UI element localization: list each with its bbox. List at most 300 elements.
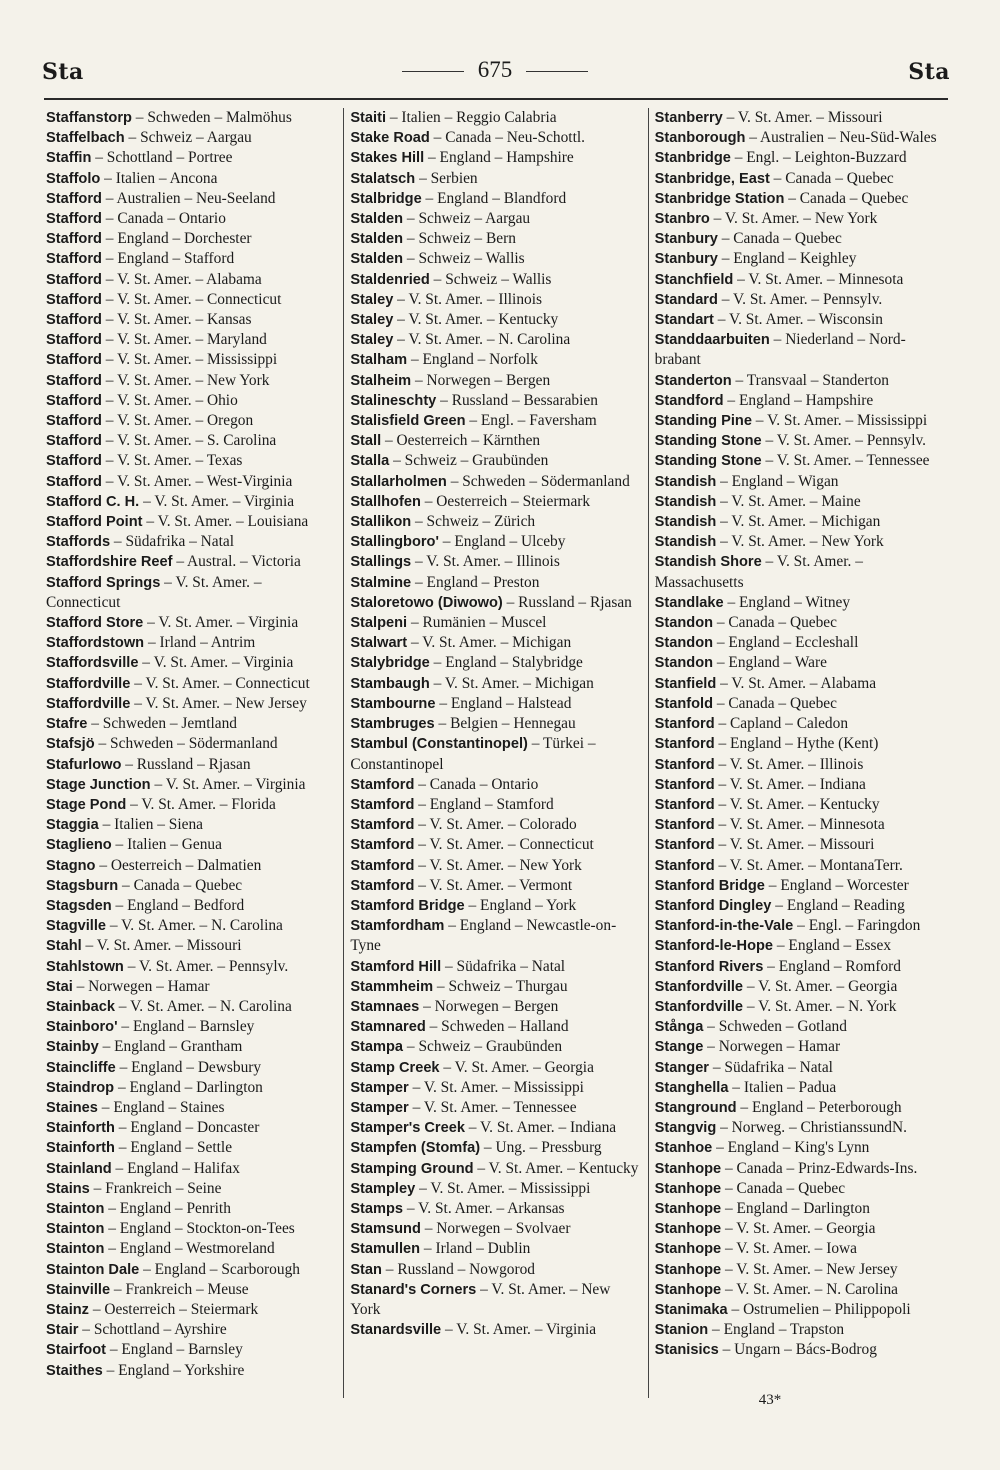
entry-location: – England – Norfolk	[407, 351, 538, 369]
entry-location: – England – Hampshire	[723, 391, 874, 409]
entry-location: – Schweden – Södermanland	[94, 735, 278, 753]
entry-headword: Staffordville	[46, 695, 131, 712]
entry-headword: Stanfordville	[654, 998, 744, 1015]
entry-headword: Stanimaka	[654, 1301, 728, 1318]
gazetteer-entry	[655, 411, 948, 431]
entry-location: – England – Halifax	[111, 1159, 240, 1177]
gazetteer-entry	[46, 290, 339, 310]
entry-location: – England – Trapston	[708, 1321, 845, 1339]
entry-headword: Stanfordville	[654, 978, 744, 995]
entry-location: – V. St. Amer. – Massachusetts	[654, 553, 863, 591]
gazetteer-entry	[46, 451, 339, 471]
gazetteer-entry	[350, 310, 643, 330]
gazetteer-entry	[350, 997, 643, 1017]
gazetteer-entry	[350, 593, 643, 613]
entry-location: – V. St. Amer. – New York	[709, 210, 878, 228]
entry-location: – Capland – Caledon	[714, 715, 849, 733]
entry-location: – V. St. Amer. – Colorado	[414, 816, 577, 834]
entry-location: – V. St. Amer. – Alabama	[716, 674, 877, 692]
gazetteer-columns	[44, 108, 952, 1398]
entry-headword: Standish	[654, 534, 717, 551]
entry-location: – V. St. Amer. – Missouri	[722, 109, 883, 126]
gazetteer-entry	[350, 896, 643, 916]
entry-location: – V. St. Amer. – New York	[350, 1280, 611, 1318]
entry-location: – V. St. Amer. – N. Carolina	[721, 1280, 898, 1298]
entry-location: – England – Essex	[773, 937, 892, 955]
entry-headword: Stanhope	[654, 1200, 722, 1217]
entry-location: – England – York	[464, 896, 577, 914]
entry-headword: Stanhope	[654, 1241, 722, 1258]
entry-location: – V. St. Amer. – Florida	[126, 795, 276, 813]
gazetteer-entry	[655, 451, 948, 471]
entry-location: – V. St. Amer. – MontanaTerr.	[714, 856, 903, 874]
entry-location: – Südafrika – Natal	[709, 1058, 833, 1076]
entry-location: – Engl. – Leighton-Buzzard	[730, 149, 907, 167]
entry-headword: Staffordstown	[46, 635, 145, 652]
gazetteer-entry	[46, 189, 339, 209]
gazetteer-entry	[46, 613, 339, 633]
entry-headword: Stampfen (Stomfa)	[350, 1140, 481, 1157]
gazetteer-entry	[46, 371, 339, 391]
entry-location: – V. St. Amer. – Connecticut	[414, 836, 594, 854]
gazetteer-entry	[350, 957, 643, 977]
entry-location: – Schweden – Jemtland	[87, 715, 237, 733]
entry-headword: Stanchfield	[654, 271, 734, 288]
entry-location: – England – Scarborough	[139, 1260, 300, 1278]
entry-headword: Stafford	[46, 332, 102, 349]
entry-location: – V. St. Amer. – Minnesota	[714, 816, 885, 834]
entry-location: – England – Settle	[114, 1139, 233, 1157]
gazetteer-entry	[46, 1280, 339, 1300]
gazetteer-entry	[655, 1280, 948, 1300]
entry-location: – V. St. Amer. – Alabama	[101, 270, 262, 288]
entry-headword: Stanhope	[654, 1261, 722, 1278]
entry-headword: Stalpeni	[350, 615, 408, 632]
entry-headword: Standon	[654, 655, 714, 672]
entry-location: – V. St. Amer. – N. York	[743, 997, 897, 1015]
gazetteer-entry	[350, 1320, 643, 1340]
gazetteer-entry	[350, 189, 643, 209]
gazetteer-entry	[655, 593, 948, 613]
gazetteer-entry	[655, 815, 948, 835]
gazetteer-entry	[46, 1239, 339, 1259]
gazetteer-entry	[350, 330, 643, 350]
entry-location: – V. St. Amer. – Mississippi	[751, 412, 928, 430]
entry-location: – Ung. – Pressburg	[480, 1139, 602, 1157]
gazetteer-entry	[655, 532, 948, 552]
gazetteer-entry	[46, 1159, 339, 1179]
entry-headword: Standon	[654, 615, 714, 632]
entry-location: – Oesterreich – Kärnthen	[381, 432, 541, 450]
entry-location: – Oesterreich – Steiermark	[88, 1300, 259, 1318]
entry-headword: Stalden	[350, 251, 404, 268]
gazetteer-entry	[46, 270, 339, 290]
entry-location: – England – Hythe (Kent)	[714, 735, 879, 753]
entry-location: – Australien – Neu-Süd-Wales	[745, 129, 937, 147]
entry-location: – V. St. Amer. – Georgia	[743, 977, 898, 995]
entry-headword: Stamford Hill	[350, 958, 442, 975]
entry-headword: Staley	[350, 312, 394, 329]
entry-headword: Staley	[350, 291, 394, 308]
gazetteer-entry	[350, 1098, 643, 1118]
gazetteer-entry	[46, 674, 339, 694]
entry-location: – Russland – Rjasan	[502, 593, 632, 611]
gazetteer-entry	[655, 1159, 948, 1179]
entry-headword: Stanford Rivers	[654, 958, 764, 975]
entry-headword: Stanbridge	[654, 150, 731, 167]
entry-location: – V. St. Amer. – Tennessee	[761, 452, 930, 470]
entry-headword: Stamford	[350, 877, 415, 894]
entry-location: – V. St. Amer. – Louisiana	[142, 513, 309, 531]
page-number: 675	[477, 57, 513, 82]
entry-location: – V. St. Amer. – New York	[716, 533, 884, 551]
gazetteer-entry	[46, 1098, 339, 1118]
entry-headword: Stafford	[46, 352, 102, 369]
gazetteer-entry	[46, 209, 339, 229]
entry-location: – V. St. Amer. – Indiana	[714, 775, 866, 793]
entry-location: – England – Dorchester	[101, 230, 252, 248]
gazetteer-entry	[655, 1340, 948, 1360]
gazetteer-entry	[46, 350, 339, 370]
entry-location: – England – Newcastle-on-Tyne	[350, 917, 617, 955]
entry-headword: Stalham	[350, 352, 408, 369]
entry-headword: Stambul (Constantinopel)	[350, 736, 528, 753]
gazetteer-entry	[46, 431, 339, 451]
gazetteer-entry	[350, 249, 643, 269]
entry-headword: Stafford	[46, 392, 102, 409]
gazetteer-entry	[655, 209, 948, 229]
entry-location: – England – Stamford	[414, 795, 554, 813]
gazetteer-entry	[350, 1239, 643, 1259]
entry-headword: Stalheim	[350, 372, 412, 389]
gazetteer-entry	[46, 1078, 339, 1098]
gazetteer-entry	[350, 169, 643, 189]
entry-location: – V. St. Amer. – Minnesota	[733, 270, 904, 288]
entry-headword: Stan	[350, 1261, 382, 1278]
entry-headword: Stalla	[350, 453, 390, 470]
entry-headword: Stamnaes	[350, 998, 420, 1015]
gazetteer-entry	[655, 1098, 948, 1118]
gazetteer-entry	[46, 835, 339, 855]
entry-headword: Stallikon	[350, 514, 412, 531]
gazetteer-entry	[350, 108, 643, 128]
entry-location: – Canada – Quebec	[713, 694, 837, 712]
entry-location: – Canada – Quebec	[713, 614, 837, 632]
entry-location: – England – Ware	[713, 654, 827, 672]
gazetteer-entry	[655, 1118, 948, 1138]
gazetteer-entry	[655, 1037, 948, 1057]
entry-location: – V. St. Amer. – Virginia	[441, 1321, 597, 1339]
entry-location: – Schweiz – Zürich	[411, 513, 536, 531]
entry-headword: Staldenried	[350, 271, 430, 288]
entry-headword: Stamsund	[350, 1221, 421, 1238]
entry-headword: Stagno	[46, 857, 96, 874]
gazetteer-entry	[350, 856, 643, 876]
entry-headword: Stanford	[654, 817, 715, 834]
entry-location: – Canada – Quebec	[784, 189, 909, 207]
gazetteer-entry	[46, 896, 339, 916]
entry-location: – England – King's Lynn	[712, 1139, 870, 1157]
gazetteer-entry	[655, 1239, 948, 1259]
gazetteer-entry	[655, 714, 948, 734]
gazetteer-entry	[350, 876, 643, 896]
entry-location: – V. St. Amer. – Pennsylv.	[761, 432, 927, 450]
entry-location: – England – Penrith	[104, 1199, 231, 1217]
gazetteer-entry	[46, 552, 339, 572]
gazetteer-entry	[655, 310, 948, 330]
gazetteer-entry	[655, 755, 948, 775]
entry-headword: Staines	[46, 1099, 98, 1116]
entry-headword: Standish	[654, 473, 717, 490]
entry-location: – V. St. Amer. – Missouri	[714, 836, 875, 854]
entry-location: – Norwegen – Bergen	[411, 371, 551, 389]
entry-headword: Stanfield	[654, 675, 717, 692]
entry-headword: Stanbury	[654, 251, 718, 268]
entry-headword: Stanberry	[654, 110, 723, 126]
entry-location: – Canada – Ontario	[414, 775, 539, 793]
entry-location: – V. St. Amer. – Maine	[716, 492, 861, 510]
entry-headword: Stafford	[46, 271, 102, 288]
gazetteer-entry	[350, 371, 643, 391]
entry-location: – Schottland – Ayrshire	[78, 1321, 227, 1339]
gazetteer-entry	[46, 532, 339, 552]
entry-headword: Stamford	[350, 776, 415, 793]
gazetteer-entry	[655, 957, 948, 977]
gazetteer-entry	[350, 1260, 643, 1280]
entry-headword: Staffin	[46, 150, 92, 167]
page-header	[40, 55, 950, 95]
entry-location: – England – Witney	[723, 593, 851, 611]
entry-location: – Frankreich – Meuse	[110, 1280, 249, 1298]
entry-headword: Standing Stone	[654, 453, 762, 470]
entry-location: – England – Worcester	[764, 876, 909, 894]
entry-headword: Stanbury	[654, 231, 718, 248]
entry-headword: Stafurlowo	[46, 756, 122, 773]
entry-headword: Stafford	[46, 473, 102, 490]
gazetteer-entry	[350, 573, 643, 593]
entry-headword: Stanghella	[654, 1079, 729, 1096]
entry-location: – England – Darlington	[721, 1199, 870, 1217]
entry-location: – Irland – Dublin	[420, 1240, 531, 1258]
entry-location: – V. St. Amer. – Mississippi	[101, 351, 278, 369]
entry-location: – Engl. – Faversham	[465, 412, 597, 430]
gazetteer-entry	[350, 1159, 643, 1179]
entry-location: – V. St. Amer. – Illinois	[411, 553, 560, 571]
gazetteer-entry	[46, 714, 339, 734]
gazetteer-entry	[46, 512, 339, 532]
entry-headword: Stamford	[350, 837, 415, 854]
column-1	[44, 108, 343, 1398]
entry-headword: Staglieno	[46, 837, 112, 854]
entry-location: – Norwegen – Hamar	[703, 1038, 841, 1056]
entry-headword: Standing Stone	[654, 433, 762, 450]
entry-headword: Stainland	[46, 1160, 112, 1177]
entry-headword: Stafre	[46, 716, 88, 733]
entry-headword: Stallings	[350, 554, 412, 571]
gazetteer-entry	[655, 613, 948, 633]
entry-location: – V. St. Amer. – Virginia	[139, 492, 295, 510]
entry-location: – Schweiz – Graubünden	[389, 452, 549, 470]
gazetteer-entry	[350, 1058, 643, 1078]
entry-location: – V. St. Amer. – Connecticut	[46, 573, 262, 611]
entry-location: – Irland – Antrim	[144, 634, 256, 652]
entry-location: – Italien – Genua	[111, 836, 222, 854]
entry-location: – England – Dewsbury	[115, 1058, 262, 1076]
entry-location: – England – Barnsley	[106, 1341, 243, 1359]
gazetteer-entry	[350, 472, 643, 492]
entry-headword: Stampley	[350, 1180, 416, 1197]
gazetteer-entry	[655, 1017, 948, 1037]
entry-headword: Stånga	[654, 1019, 704, 1036]
entry-location: – England – Romford	[763, 957, 901, 975]
gazetteer-entry	[46, 997, 339, 1017]
gazetteer-entry	[350, 492, 643, 512]
entry-location: – Türkei – Constantinopel	[350, 735, 596, 773]
entry-headword: Stafford	[46, 413, 102, 430]
entry-location: – V. St. Amer. – Michigan	[716, 513, 881, 531]
gazetteer-entry	[655, 1078, 948, 1098]
gazetteer-entry	[350, 653, 643, 673]
entry-location: – V. St. Amer. – Illinois	[714, 755, 864, 773]
gazetteer-entry	[655, 775, 948, 795]
gazetteer-entry	[350, 714, 643, 734]
entry-headword: Stanground	[654, 1099, 737, 1116]
gazetteer-entry	[655, 330, 948, 370]
gazetteer-entry	[350, 775, 643, 795]
entry-location: – V. St. Amer. – Kentucky	[714, 795, 880, 813]
entry-location: – V. St. Amer. – Michigan	[429, 674, 594, 692]
entry-location: – V. St. Amer. – Arkansas	[403, 1199, 565, 1217]
gazetteer-entry	[46, 1017, 339, 1037]
entry-location: – Norweg. – ChristianssundN.	[716, 1119, 907, 1137]
gazetteer-entry	[655, 1260, 948, 1280]
entry-headword: Stampa	[350, 1039, 404, 1056]
entry-headword: Stalden	[350, 231, 404, 248]
gazetteer-entry	[350, 128, 643, 148]
column-2	[343, 108, 647, 1398]
entry-location: – Russland – Nowgorod	[381, 1260, 536, 1278]
entry-headword: Stainville	[46, 1281, 111, 1298]
entry-headword: Standford	[654, 392, 724, 409]
entry-headword: Stainton	[46, 1221, 105, 1238]
entry-location: – V. St. Amer. – Michigan	[407, 634, 572, 652]
entry-headword: Stainback	[46, 998, 115, 1015]
gazetteer-entry	[46, 229, 339, 249]
entry-headword: Stanbridge, East	[654, 170, 770, 187]
gazetteer-entry	[655, 734, 948, 754]
entry-location: – England – Preston	[411, 573, 540, 591]
signature-mark: 43*	[758, 1392, 782, 1408]
entry-location: – Serbien	[415, 169, 478, 187]
entry-headword: Stainz	[46, 1301, 89, 1318]
entry-location: – Norwegen – Hamar	[72, 977, 210, 995]
entry-headword: Stanford	[654, 837, 715, 854]
entry-location: – V. St. Amer. – Oregon	[101, 412, 254, 430]
gazetteer-entry	[46, 1320, 339, 1340]
gazetteer-entry	[46, 330, 339, 350]
entry-headword: Stanard's Corners	[350, 1281, 477, 1298]
running-head-left: Sta	[42, 59, 84, 85]
gazetteer-entry	[350, 290, 643, 310]
entry-location: – England – Wigan	[716, 472, 839, 490]
entry-headword: Stafford Springs	[46, 574, 161, 591]
gazetteer-entry	[655, 148, 948, 168]
gazetteer-entry	[46, 734, 339, 754]
entry-location: – V. St. Amer. – Ohio	[101, 391, 238, 409]
entry-location: – V. St. Amer. – Pennsylv.	[123, 957, 289, 975]
entry-location: – England – Stafford	[101, 250, 235, 268]
entry-location: – V. St. Amer. – Kentucky	[473, 1159, 639, 1177]
entry-headword: Stambruges	[350, 716, 435, 733]
gazetteer-entry	[350, 532, 643, 552]
page-footer	[0, 1392, 1000, 1409]
gazetteer-entry	[655, 856, 948, 876]
gazetteer-entry	[46, 472, 339, 492]
entry-headword: Stamps	[350, 1200, 404, 1217]
gazetteer-entry	[46, 1179, 339, 1199]
entry-location: – Russland – Bessarabien	[436, 391, 598, 409]
entry-location: – Südafrika – Natal	[441, 957, 566, 975]
entry-headword: Stains	[46, 1180, 90, 1197]
gazetteer-entry	[46, 694, 339, 714]
gazetteer-entry	[350, 148, 643, 168]
entry-headword: Stafford	[46, 312, 102, 329]
gazetteer-entry	[46, 876, 339, 896]
entry-location: – England – Halstead	[435, 694, 572, 712]
gazetteer-entry	[655, 653, 948, 673]
entry-headword: Stanhope	[654, 1281, 722, 1298]
gazetteer-entry	[655, 371, 948, 391]
gazetteer-entry	[46, 249, 339, 269]
gazetteer-entry	[655, 249, 948, 269]
entry-location: – Transvaal – Standerton	[731, 371, 890, 389]
entry-headword: Stairfoot	[46, 1342, 106, 1359]
gazetteer-entry	[46, 1260, 339, 1280]
entry-headword: Stahl	[46, 938, 82, 955]
gazetteer-entry	[655, 128, 948, 148]
entry-location: – V. St. Amer. – Vermont	[414, 876, 573, 894]
entry-headword: Standart	[654, 312, 714, 329]
entry-location: – Ungarn – Bács-Bodrog	[718, 1341, 877, 1359]
entry-headword: Stafford Point	[46, 514, 143, 531]
gazetteer-entry	[46, 310, 339, 330]
entry-headword: Stanford	[654, 776, 715, 793]
entry-headword: Stallhofen	[350, 493, 421, 510]
entry-location: – V. St. Amer. – Virginia	[143, 614, 299, 632]
entry-headword: Stalatsch	[350, 170, 416, 187]
entry-headword: Stainby	[46, 1039, 99, 1056]
entry-headword: Stafford C. H.	[46, 493, 140, 510]
entry-headword: Stamper	[350, 1079, 409, 1096]
entry-location: – Schweden – Malmöhus	[131, 109, 292, 126]
entry-location: – Oesterreich – Steiermark	[420, 492, 591, 510]
entry-location: – V. St. Amer. – Mississippi	[415, 1179, 591, 1197]
entry-headword: Staley	[350, 332, 394, 349]
entry-headword: Stambourne	[350, 695, 436, 712]
entry-headword: Stafford	[46, 211, 102, 228]
entry-headword: Stalwart	[350, 635, 408, 652]
gazetteer-entry	[655, 977, 948, 997]
gazetteer-entry	[350, 977, 643, 997]
entry-location: – V. St. Amer. – Georgia	[721, 1220, 876, 1238]
entry-location: – V. St. Amer. – Pennsylv.	[717, 290, 883, 308]
entry-headword: Stallingboro'	[350, 534, 439, 551]
entry-headword: Stanford	[654, 796, 715, 813]
gazetteer-entry	[655, 229, 948, 249]
entry-headword: Stagsburn	[46, 877, 119, 894]
gazetteer-entry	[350, 350, 643, 370]
gazetteer-entry	[46, 169, 339, 189]
